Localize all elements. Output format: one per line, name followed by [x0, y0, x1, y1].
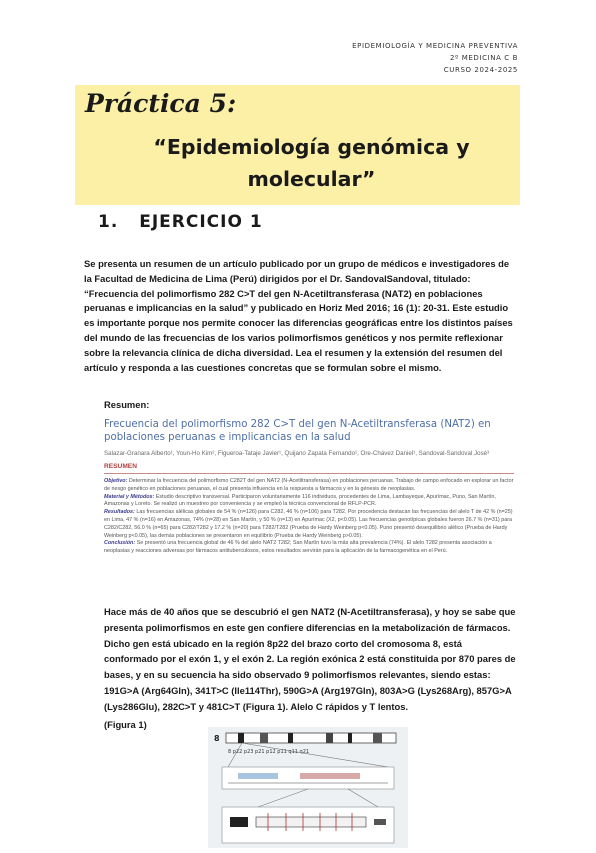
abstract-results: Resultados: Las frecuencias alélicas globales de 54 % (n=126) para C282, 46 % (n=106) para T282. Por procedencia destacan las frecuencias del alelo T de 42 % (n=25) en Lima, 47 % (n=16) en Amazonas, 74% (n=28) en San Martín, y 50 % (n=13) en Apurímac (X2, p<0.05). Las frecuencias genotípicas globales fueron 26.7 % (n=31) para C282/C282, 56.0 % (n=65) para C282/T282 y 17.2 % (n=20) para T282/T282 (Prueba de Hardy Weinberg p<0.05). Puno presentó desequilibrio alélico (Prueba de Hardy Weinberg p<0.05), las demás poblaciones se presentaron en equilibrio (Prueba de Hardy Weinberg p>0.05).	[104, 509, 513, 539]
section-heading	[98, 212, 263, 232]
resumen-label: Resumen:	[104, 399, 150, 410]
abstract-heading: RESUMEN	[104, 463, 137, 470]
section-number: 1.	[98, 212, 119, 232]
header-year: CURSO 2024-2025	[443, 66, 518, 74]
figure-chromosome-number: 8	[214, 734, 220, 743]
abstract-authors: Salazar-Granara Alberto¹, Youn-Ho Kim², Figueroa-Tataje Javier¹, Quijano Zapata Fernando¹, Ore-Chávez Daniel¹, Sandoval-Sandoval José³	[104, 450, 490, 457]
abstract-objective: Objetivo: Determinar la frecuencia del polimorfismo C282T del gen NAT2 (N-Acetiltransferasa) en poblaciones peruanas. Trabajo de campo enfocado en explorar un factor de riesgo genético en poblaciones peruanas, el cual presenta influencia en la respuesta a fármacos y en la génesis de neoplasias.	[104, 478, 514, 492]
subtitle-line-2: molecular”	[247, 167, 376, 191]
figure-band-labels: 8 p22 p23 p21 p12 p11 q11 q21	[228, 749, 310, 755]
abstract-divider	[104, 473, 514, 474]
gene-description-paragraph: Hace más de 40 años que se descubrió el gen NAT2 (N-Acetiltransferasa), y hoy se sabe que presenta polimorfismos en este gen confiere diferencias en la metabolización de fármacos. Dicho gen está ubicado en la región 8p22 del brazo corto del cromosoma 8, está conformado por el exón 1, y el exón 2. La región exónica 2 está constituida por 870 pares de bases, y en su secuencia ha sido observado 9 polimorfismos relevantes, siendo estas: 191G>A (Arg64Gln), 341T>C (Ile114Thr), 590G>A (Arg197Gln), 803A>G (Lys268Arg), 857G>A (Lys286Glu), 282C>T y 481C>T (Figura 1). Alelo C rápidos y T lentos.	[104, 606, 516, 712]
title-banner	[75, 85, 520, 205]
abstract-title: Frecuencia del polimorfismo 282 C>T del gen N-Acetiltransferasa (NAT2) en poblaciones peruanas e implicancias en la salud	[104, 419, 491, 443]
abstract-image	[104, 418, 514, 596]
intro-paragraph: Se presenta un resumen de un artículo publicado por un grupo de médicos e investigadores de la Facultad de Medicina de Lima (Perú) dirigidos por el Dr. SandovalSandoval, titulado: “Frecuencia del polimorfismo 282 C>T del gen N-Acetiltransferasa (NAT2) en poblaciones peruanas e implicancias en la salud” y publicado en Horiz Med 2016; 16 (1): 20-31. Este estudio es importante porque nos permite conocer las diferencias geográficas entre los distintos países del mundo de las frecuencias de los varios polimorfismos genéticos y nos permite reflexionar sobre la relevancia clínica de dicha diversidad. Lea el resumen y la extensión del resumen del artículo y responda a las cuestiones concretas que se formulan sobre el mismo.	[84, 258, 513, 373]
abstract-body	[104, 478, 514, 556]
figure-label: (Figura 1)	[104, 719, 147, 730]
header-course: EPIDEMIOLOGÍA Y MEDICINA PREVENTIVA	[352, 42, 518, 50]
abstract-methods: Material y Métodos: Estudio descriptivo transversal. Participaron voluntariamente 116 individuos, procedentes de Lima, Lambayeque, Apurímac, Puno, San Martín, Amazonas y Loreto. Se realizó un muestreo por conveniencia y se empleó la técnica convencional de RFLP-PCR.	[104, 493, 496, 508]
figure-1-gene-map	[208, 727, 408, 848]
document-header	[352, 40, 518, 76]
practice-title: Práctica 5:	[85, 89, 237, 118]
subtitle-line-1: “Epidemiología genómica y	[153, 135, 470, 159]
practice-subtitle	[75, 131, 520, 195]
header-group: 2º MEDICINA C B	[449, 54, 518, 62]
section-title: EJERCICIO 1	[139, 212, 263, 232]
abstract-conclusion: Conclusión: Se presentó una frecuencia global de 46 % del alelo NAT2 T282; San Martín tuvo la más alta prevalencia (74%). El alelo T282 presenta asociación a neoplasias y reacciones adversas por fármacos antituberculosos, estos resultados servirán para la aplicación de la farmacogenética en el Perú.	[104, 540, 492, 555]
